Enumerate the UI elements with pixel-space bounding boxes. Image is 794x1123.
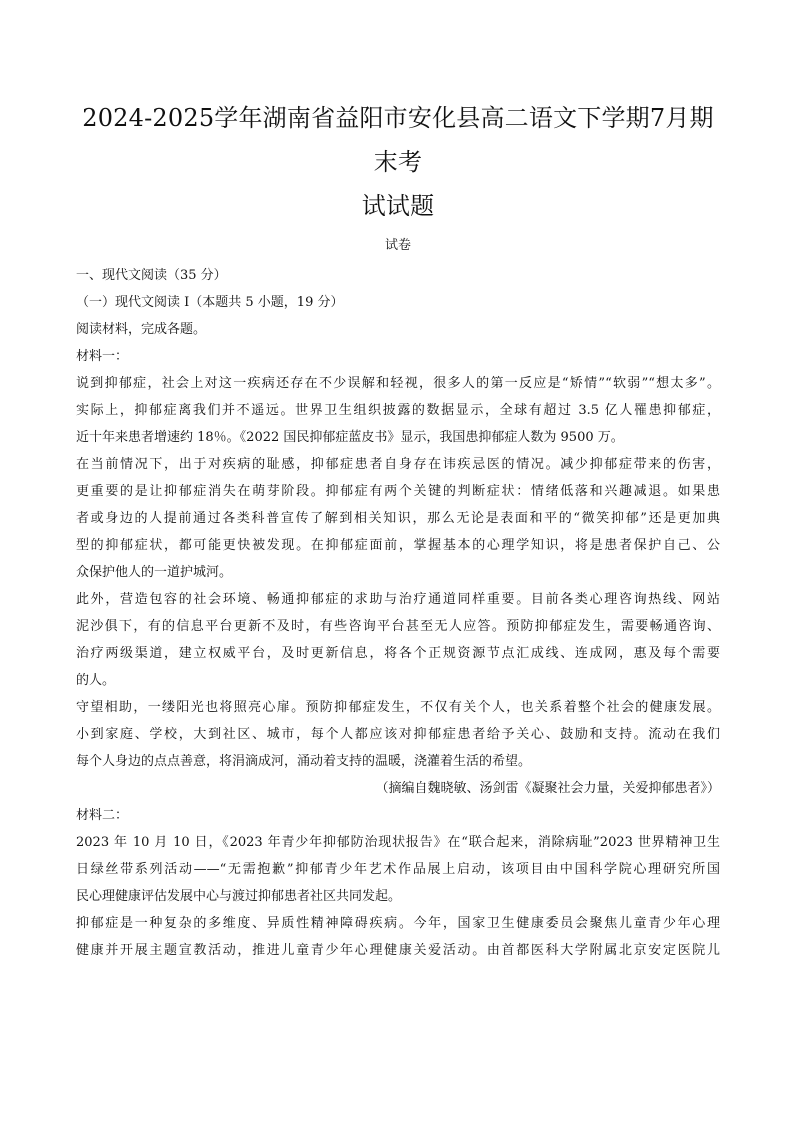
paragraph-line: 众保护他人的一道护城河。 — [76, 565, 233, 580]
section-heading: 一、现代文阅读（35 分） — [76, 268, 227, 283]
paragraph-line: 健康并开展主题宣教活动，推进儿童青少年心理健康关爱活动。由首都医科大学附属北京安定医院儿 — [76, 943, 720, 958]
paragraph-line: 小到家庭、学校，大到社区、城市，每个人都应该对抑郁症患者给予关心、鼓励和支持。流动在我们 — [76, 727, 720, 742]
document-title — [76, 96, 720, 228]
paragraph — [76, 586, 720, 694]
paragraph-line: 抑郁症是一种复杂的多维度、异质性精神障碍疾病。今年，国家卫生健康委员会聚焦儿童青少年心理 — [76, 916, 720, 931]
paragraph — [76, 451, 720, 586]
instruction: 阅读材料，完成各题。 — [76, 322, 207, 337]
paragraph-line: 说到抑郁症，社会上对这一疾病还存在不少误解和轻视，很多人的第一反应是“矫情”“软弱”“想太多”。 — [76, 376, 720, 391]
material-2-body — [76, 829, 720, 964]
paragraph-line: 泥沙俱下，有的信息平台更新不及时，有些咨询平台甚至无人应答。预防抑郁症发生，需要畅通咨询、 — [76, 619, 720, 634]
title-line-1: 2024-2025学年湖南省益阳市安化县高二语文下学期7月期末考 — [82, 104, 714, 176]
paragraph-line: 2023 年 10 月 10 日，《2023 年青少年抑郁防治现状报告》在“联合起来，消除病耻”2023 世界精神卫生 — [76, 835, 720, 850]
subsection-heading: （一）现代文阅读 I（本题共 5 小题，19 分） — [76, 295, 344, 310]
paragraph-line: 守望相助，一缕阳光也将照亮心扉。预防抑郁症发生，不仅有关个人，也关系着整个社会的健康发展。 — [76, 700, 720, 715]
paragraph-line: 的人。 — [76, 673, 116, 688]
paragraph-line: 近十年来患者增速约 18％。《2022 国民抑郁症蓝皮书》显示，我国患抑郁症人数为 9500 万。 — [76, 430, 624, 445]
material-1-body — [76, 370, 720, 775]
material-2-label: 材料二： — [76, 808, 129, 823]
paragraph-line: 民心理健康评估发展中心与渡过抑郁患者社区共同发起。 — [76, 889, 402, 904]
paragraph — [76, 694, 720, 775]
paragraph-line: 治疗两级渠道，建立权威平台，及时更新信息，将各个正规资源节点汇成线、连成网，惠及每个需要 — [76, 646, 720, 661]
paragraph — [76, 370, 720, 451]
document-page — [76, 96, 720, 964]
paragraph-line: 更重要的是让抑郁症消失在萌芽阶段。抑郁症有两个关键的判断症状：情绪低落和兴趣减退。如果患 — [76, 484, 720, 499]
paragraph-line: 此外，营造包容的社会环境、畅通抑郁症的求助与治疗通道同样重要。目前各类心理咨询热线、网站 — [76, 592, 720, 607]
paragraph — [76, 910, 720, 964]
paragraph-line: 在当前情况下，出于对疾病的耻感，抑郁症患者自身存在讳疾忌医的情况。减少抑郁症带来的伤害， — [76, 457, 720, 472]
document-subtitle: 试卷 — [384, 238, 411, 253]
title-line-2: 试试题 — [361, 192, 435, 220]
paragraph-line: 实际上，抑郁症离我们并不遥远。世界卫生组织披露的数据显示，全球有超过 3.5 亿人罹患抑郁症， — [76, 403, 720, 418]
paragraph-line: 型的抑郁症状，都可能更快被发现。在抑郁症面前，掌握基本的心理学知识，将是患者保护自己、公 — [76, 538, 720, 553]
paragraph-line: 日绿丝带系列活动——“无需抱歉”抑郁青少年艺术作品展上启动，该项目由中国科学院心理研究所国 — [76, 862, 720, 877]
material-1-source: （摘编自魏晓敏、汤剑雷《凝聚社会力量，关爱抑郁患者》） — [375, 781, 720, 796]
paragraph-line: 每个人身边的点点善意，将涓滴成河，涌动着支持的温暖，浇灌着生活的希望。 — [76, 754, 532, 769]
paragraph — [76, 829, 720, 910]
paragraph-line: 者或身边的人提前通过各类科普宣传了解到相关知识，那么无论是表面和平的“微笑抑郁”还是更加典 — [76, 511, 720, 526]
material-1-label: 材料一： — [76, 349, 129, 364]
